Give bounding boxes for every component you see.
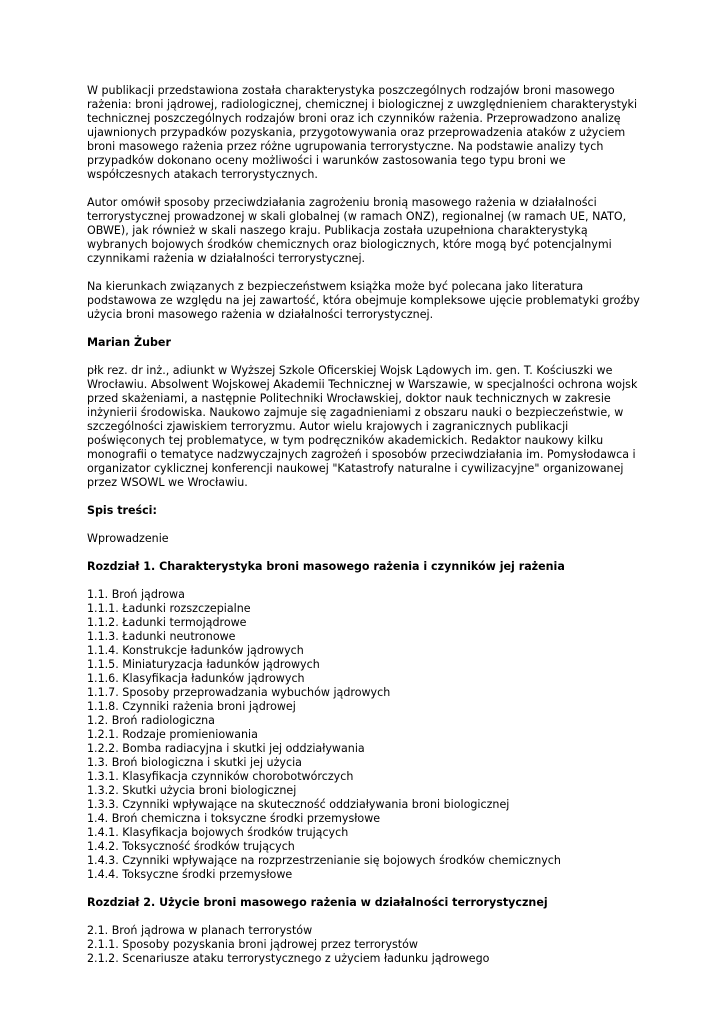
toc-item: 1.1.5. Miniaturyzacja ładunków jądrowych [87, 658, 320, 671]
toc-item: 2.1. Broń jądrowa w planach terrorystów [87, 924, 313, 937]
toc-item: 1.3.3. Czynniki wpływające na skuteczność oddziaływania broni biologicznej [87, 798, 510, 811]
toc-item: 1.1.8. Czynniki rażenia broni jądrowej [87, 700, 296, 713]
toc-item: 1.1.6. Klasyfikacja ładunków jądrowych [87, 672, 305, 685]
intro-paragraph-3: Na kierunkach związanych z bezpieczeństwem książka może być polecana jako literatura podstawowa ze względu na jej zawartość, która obejmuje kompleksowe ujęcie problematyki groźby użycia broni masowego rażenia w działalności terrorystycznej. [87, 280, 640, 321]
toc-item: 1.4.3. Czynniki wpływające na rozprzestrzenianie się bojowych środków chemicznych [87, 854, 561, 867]
toc-item: 1.4.1. Klasyfikacja bojowych środków trujących [87, 826, 349, 839]
toc-item: 1.4.4. Toksyczne środki przemysłowe [87, 868, 293, 881]
chapter-1-title: Rozdział 1. Charakterystyka broni masowego rażenia i czynników jej rażenia [87, 560, 565, 573]
toc-item: 2.1.1. Sposoby pozyskania broni jądrowej przez terrorystów [87, 938, 418, 951]
toc-item: 1.4. Broń chemiczna i toksyczne środki przemysłowe [87, 812, 381, 825]
toc-item: 1.1.7. Sposoby przeprowadzania wybuchów jądrowych [87, 686, 391, 699]
toc-item: 1.1.4. Konstrukcje ładunków jądrowych [87, 644, 304, 657]
toc-item: 1.2.2. Bomba radiacyjna i skutki jej oddziaływania [87, 742, 365, 755]
toc-item: 1.4.2. Toksyczność środków trujących [87, 840, 295, 853]
toc-item: 1.1.3. Ładunki neutronowe [87, 630, 236, 643]
chapter-2-list [87, 924, 647, 966]
toc-item: 1.3. Broń biologiczna i skutki jej użycia [87, 756, 302, 769]
intro-paragraph-1: W publikacji przedstawiona została charakterystyka poszczególnych rodzajów broni masowego rażenia: broni jądrowej, radiologicznej, chemicznej i biologicznej z uwzględnieniem charakterystyki technicznej poszczególnych rodzajów broni oraz ich czynników rażenia. Przeprowadzono analizę ujawnionych przypadków pozyskania, przygotowywania oraz przeprowadzenia ataków z użyciem broni masowego rażenia przez różne ugrupowania terrorystyczne. Na podstawie analizy tych przypadków dokonano oceny możliwości i warunków zastosowania tego typu broni we współczesnych atakach terrorystycznych. [87, 84, 638, 181]
toc-item: 1.2.1. Rodzaje promieniowania [87, 728, 258, 741]
author-bio: płk rez. dr inż., adiunkt w Wyższej Szkole Oficerskiej Wojsk Lądowych im. gen. T. Kościuszki we Wrocławiu. Absolwent Wojskowej Akademii Technicznej w Warszawie, w specjalności ochrona wojsk przed skażeniami, a następnie Politechniki Wrocławskiej, doktor nauk technicznych w zakresie inżynierii środowiska. Naukowo zajmuje się zagadnieniami z obszaru nauki o bezpieczeństwie, w szczególności zjawiskiem terroryzmu. Autor wielu krajowych i zagranicznych publikacji poświęconych tej problematyce, w tym podręczników akademickich. Redaktor naukowy kilku monografii o tematyce nadzwyczajnych zagrożeń i sposobów przeciwdziałania im. Pomysłodawca i organizator cyklicznej konferencji naukowej "Katastrofy naturalne i cywilizacyjne" organizowanej przez WSOWL we Wrocławiu. [87, 364, 638, 489]
toc-item: 1.1.2. Ładunki termojądrowe [87, 616, 247, 629]
toc-item: 1.3.2. Skutki użycia broni biologicznej [87, 784, 297, 797]
toc-item: 2.1.2. Scenariusze ataku terrorystycznego z użyciem ładunku jądrowego [87, 952, 490, 965]
author-name: Marian Żuber [87, 336, 171, 349]
toc-intro: Wprowadzenie [87, 532, 169, 545]
chapter-2-title: Rozdział 2. Użycie broni masowego rażenia w działalności terrorystycznej [87, 896, 548, 909]
intro-paragraph-2: Autor omówił sposoby przeciwdziałania zagrożeniu bronią masowego rażenia w działalności terrorystycznej prowadzonej w skali globalnej (w ramach ONZ), regionalnej (w ramach UE, NATO, OBWE), jak również w skali naszego kraju. Publikacja została uzupełniona charakterystyką wybranych bojowych środków chemicznych oraz biologicznych, które mogą być potencjalnymi czynnikami rażenia w działalności terrorystycznej. [87, 196, 627, 265]
toc-item: 1.2. Broń radiologiczna [87, 714, 215, 727]
toc-item: 1.3.1. Klasyfikacja czynników chorobotwórczych [87, 770, 354, 783]
toc-item: 1.1. Broń jądrowa [87, 588, 185, 601]
chapter-1-list [87, 588, 647, 882]
toc-title: Spis treści: [87, 504, 157, 517]
document-page [87, 84, 647, 980]
toc-item: 1.1.1. Ładunki rozszczepialne [87, 602, 251, 615]
